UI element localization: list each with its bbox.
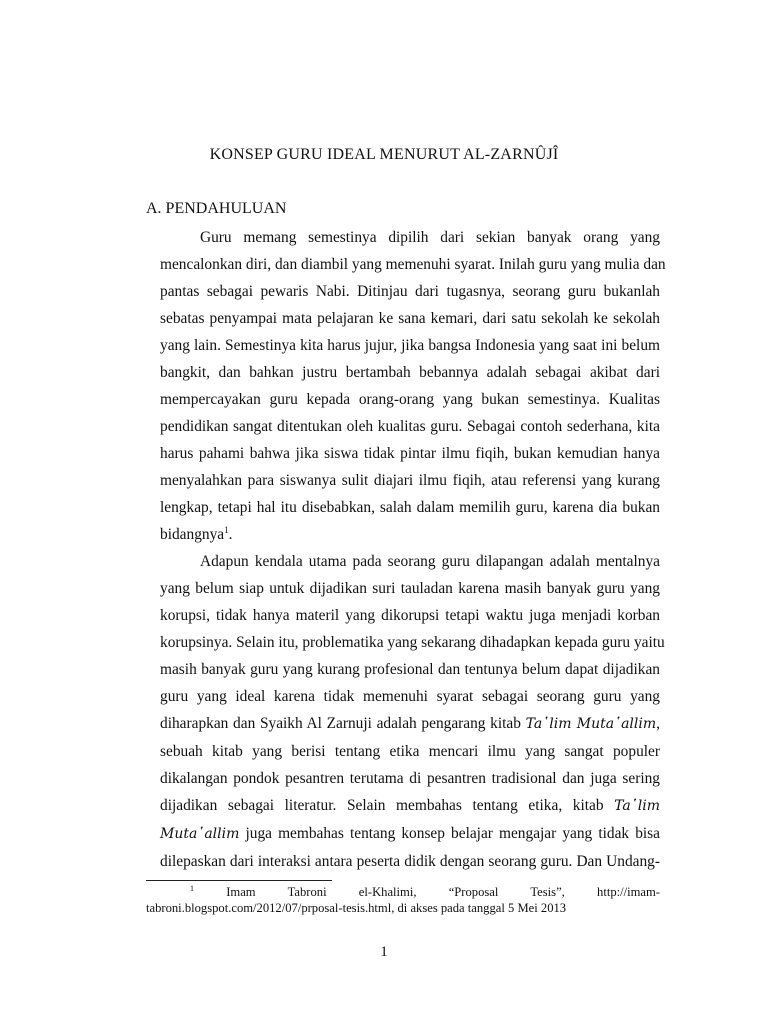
text-line: lengkap, tetapi hal itu disebabkan, salah dalam memilih guru, karena dia bukan xyxy=(160,499,660,516)
text-line: pendidikan sangat ditentukan oleh kualitas guru. Sebagai contoh sederhana, kita xyxy=(160,418,660,435)
section-heading: A. PENDAHULUAN xyxy=(146,200,287,217)
text-line xyxy=(160,820,660,848)
text-line: Guru memang semestinya dipilih dari sekian banyak orang yang xyxy=(200,229,660,246)
text-line xyxy=(160,792,660,820)
footnote-line xyxy=(146,884,660,900)
text-line: korupsinya. Selain itu, problematika yang sekarang dihadapkan kepada guru yaitu xyxy=(160,634,665,651)
paragraph-1 xyxy=(160,224,666,548)
text-fragment: dijadikan sebagai literatur. Selain membahas tentang etika, kitab xyxy=(160,797,615,814)
text-fragment: , xyxy=(656,715,660,732)
footnote-reference[interactable]: 1 xyxy=(224,524,229,535)
text-line: dilepaskan dari interaksi antara peserta didik dengan seorang guru. Dan Undang- xyxy=(160,853,660,870)
text-line: pantas sebagai pewaris Nabi. Ditinjau dari tugasnya, seorang guru bukanlah xyxy=(160,283,660,300)
text-line: guru yang ideal karena tidak memenuhi syarat sebagai seorang guru yang xyxy=(160,688,660,705)
footnote-line[interactable]: tabroni.blogspot.com/2012/07/prposal-tesis.html, di akses pada tanggal 5 Mei 2013 xyxy=(146,901,567,915)
text-fragment: . xyxy=(228,526,233,543)
document-title: KONSEP GURU IDEAL MENURUT AL-ZARNÛJÎ xyxy=(209,146,559,163)
text-line: sebatas penyampai mata pelajaran ke sana kemari, dari satu sekolah ke sekolah xyxy=(160,310,660,327)
text-line xyxy=(160,710,660,738)
paragraph-2 xyxy=(160,548,665,875)
footnote-text[interactable]: Imam Tabroni el-Khalimi, “Proposal Tesis”, http://imam- xyxy=(226,885,660,899)
page-number: 1 xyxy=(380,944,388,960)
text-line: korupsi, tidak hanya materil yang dikorupsi tetapi waktu juga menjadi korban xyxy=(160,607,660,624)
text-line: yang lain. Semestinya kita harus jujur, jika bangsa Indonesia yang saat ini belum xyxy=(160,337,660,354)
text-line xyxy=(160,521,660,548)
book-title-italic: Ta῾lim Muta῾allim xyxy=(525,716,657,732)
text-line: harus pahami bahwa jika siswa tidak pintar ilmu fiqih, bukan kemudian hanya xyxy=(160,445,660,462)
text-fragment: juga membahas tentang konsep belajar mengajar yang tidak bisa xyxy=(239,825,660,842)
book-title-italic: Ta῾lim xyxy=(614,798,660,814)
body-text xyxy=(160,224,666,875)
footnote xyxy=(146,884,660,916)
text-line: mempercayakan guru kepada orang-orang yang bukan semestinya. Kualitas xyxy=(160,391,660,408)
text-line: bangkit, dan bahkan justru bertambah bebannya adalah sebagai akibat dari xyxy=(160,364,660,381)
text-fragment: bidangnya xyxy=(160,526,225,543)
book-title-italic: Muta῾allim xyxy=(160,826,240,842)
footnote-marker: 1 xyxy=(190,883,194,893)
text-line: Adapun kendala utama pada seorang guru dilapangan adalah mentalnya xyxy=(200,553,660,570)
text-line: yang belum siap untuk dijadikan suri tauladan karena masih banyak guru yang xyxy=(160,580,660,597)
text-line: mencalonkan diri, dan diambil yang memenuhi syarat. Inilah guru yang mulia dan xyxy=(160,256,666,273)
text-line: masih banyak guru yang kurang profesional dan tentunya belum dapat dijadikan xyxy=(160,661,660,678)
footnote-separator xyxy=(146,880,332,881)
text-line: sebuah kitab yang berisi tentang etika mencari ilmu yang sangat populer xyxy=(160,743,660,760)
text-line: menyalahkan para siswanya sulit diajari ilmu fiqih, atau referensi yang kurang xyxy=(160,472,660,489)
text-line: dikalangan pondok pesantren terutama di pesantren tradisional dan juga sering xyxy=(160,770,660,787)
text-fragment: diharapkan dan Syaikh Al Zarnuji adalah pengarang kitab xyxy=(160,715,526,732)
